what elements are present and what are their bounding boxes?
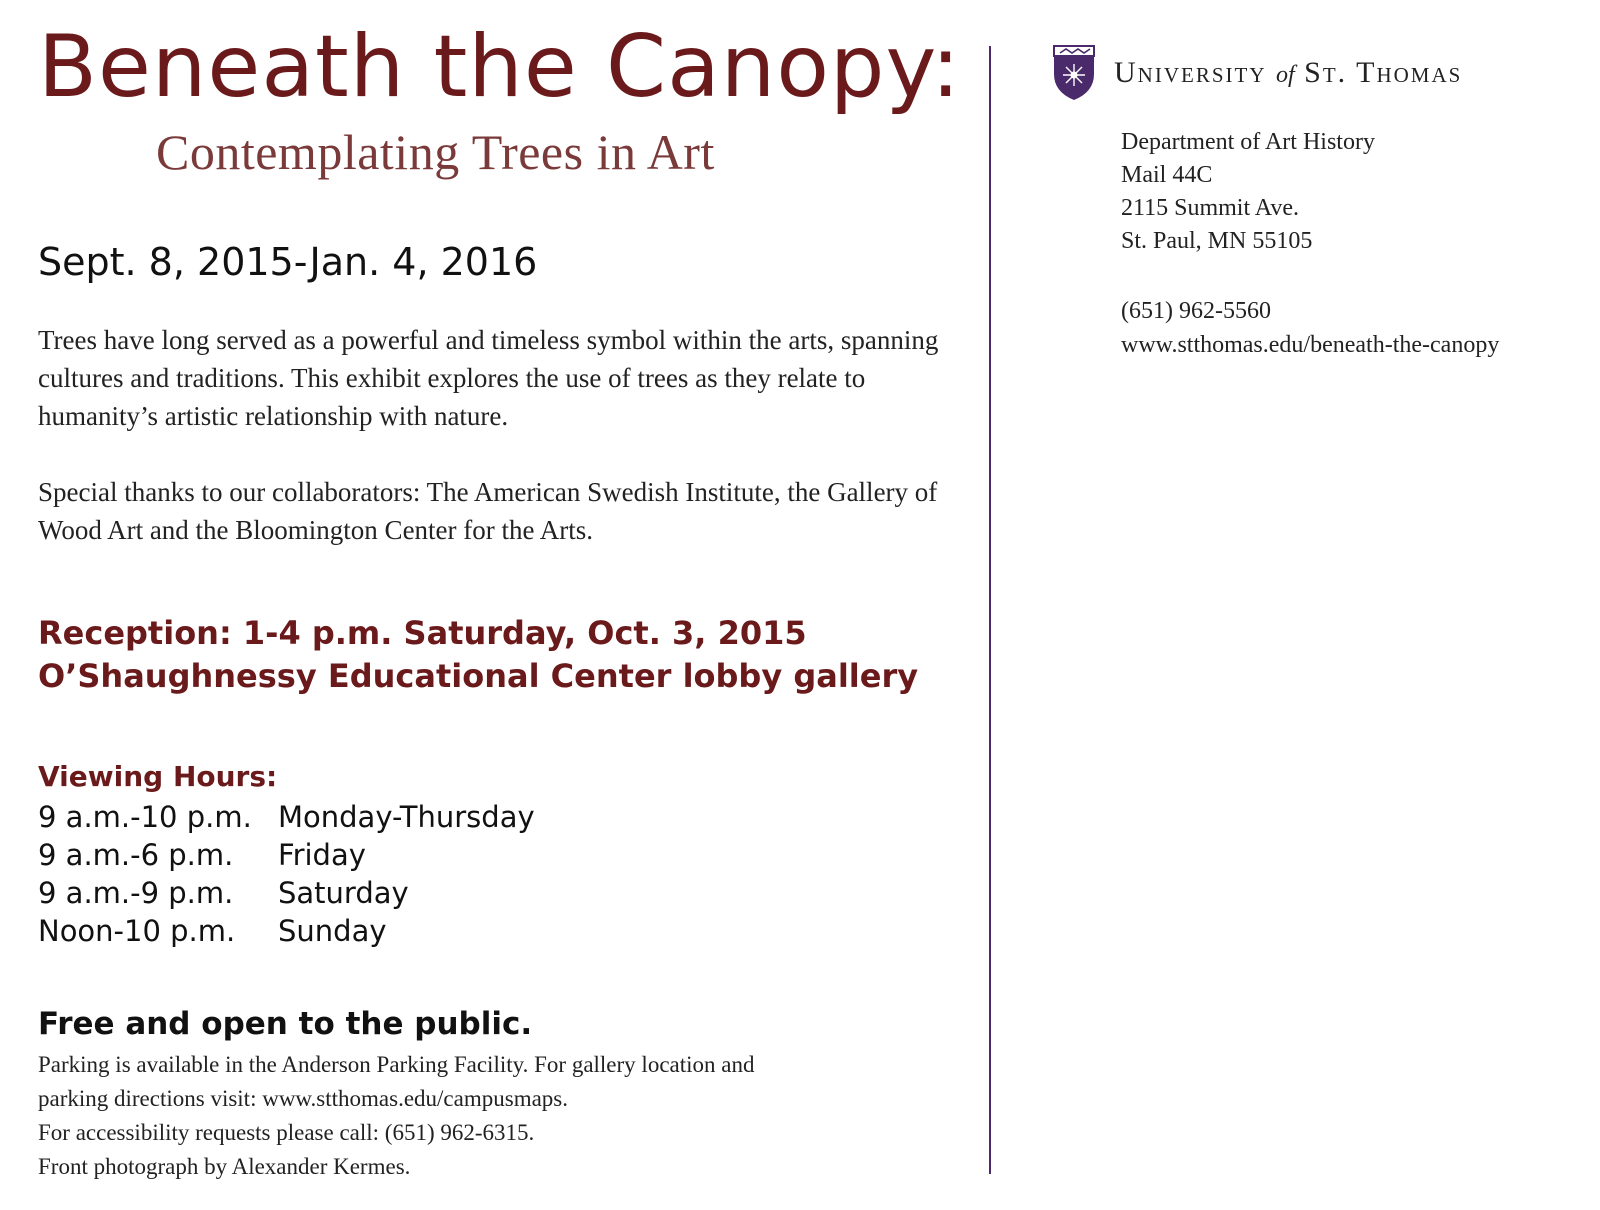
vertical-divider bbox=[989, 46, 991, 1174]
hours-row bbox=[38, 912, 535, 950]
parking-directions: parking directions visit: www.stthomas.edu/campusmaps. bbox=[38, 1086, 568, 1111]
hours-time: Noon-10 p.m. bbox=[38, 914, 236, 948]
page-subtitle: Contemplating Trees in Art bbox=[156, 124, 715, 180]
reception-location: O’Shaughnessy Educational Center lobby gallery bbox=[38, 657, 919, 695]
fine-print bbox=[38, 1048, 938, 1184]
university-shield-icon bbox=[1052, 44, 1096, 102]
free-admission-heading: Free and open to the public. bbox=[38, 1006, 533, 1042]
accessibility-info: For accessibility requests please call: (651) 962-6315. bbox=[38, 1120, 535, 1145]
contact-url[interactable]: www.stthomas.edu/beneath-the-canopy bbox=[1121, 332, 1500, 358]
contact-phone: (651) 962-5560 bbox=[1121, 298, 1271, 324]
reception-info bbox=[38, 612, 918, 698]
university-name: University of St. Thomas bbox=[1114, 56, 1463, 89]
hours-days: Monday-Thursday bbox=[278, 800, 535, 834]
address-mail: Mail 44C bbox=[1121, 162, 1213, 188]
hours-time: 9 a.m.-10 p.m. bbox=[38, 800, 252, 834]
contact-info bbox=[1121, 294, 1499, 362]
hours-row bbox=[38, 874, 535, 912]
address-department: Department of Art History bbox=[1121, 129, 1375, 155]
viewing-hours-heading: Viewing Hours: bbox=[38, 760, 278, 793]
photo-credit: Front photograph by Alexander Kermes. bbox=[38, 1154, 411, 1179]
thanks-paragraph: Special thanks to our collaborators: The American Swedish Institute, the Gallery of Wood Art and the Bloomington Center for the Arts. bbox=[38, 477, 938, 545]
hours-row bbox=[38, 798, 535, 836]
hours-days: Friday bbox=[278, 838, 366, 872]
hours-time: 9 a.m.-9 p.m. bbox=[38, 876, 234, 910]
description-paragraph: Trees have long served as a powerful and timeless symbol within the arts, spanning cultures and traditions. This exhibit explores the use of trees as they relate to humanity’s artistic relationship with nature. bbox=[38, 325, 939, 431]
parking-info: Parking is available in the Anderson Parking Facility. For gallery location and bbox=[38, 1052, 755, 1077]
page-title: Beneath the Canopy: bbox=[38, 17, 962, 117]
address-city: St. Paul, MN 55105 bbox=[1121, 228, 1313, 254]
hours-time: 9 a.m.-6 p.m. bbox=[38, 838, 234, 872]
hours-row bbox=[38, 836, 535, 874]
university-logo bbox=[1052, 44, 1462, 102]
viewing-hours-table bbox=[38, 798, 535, 950]
reception-time: Reception: 1-4 p.m. Saturday, Oct. 3, 2015 bbox=[38, 614, 807, 652]
address-street: 2115 Summit Ave. bbox=[1121, 195, 1300, 221]
hours-days: Saturday bbox=[278, 876, 409, 910]
hours-days: Sunday bbox=[278, 914, 387, 948]
mailing-address bbox=[1121, 126, 1375, 258]
exhibit-dates: Sept. 8, 2015-Jan. 4, 2016 bbox=[38, 240, 538, 284]
